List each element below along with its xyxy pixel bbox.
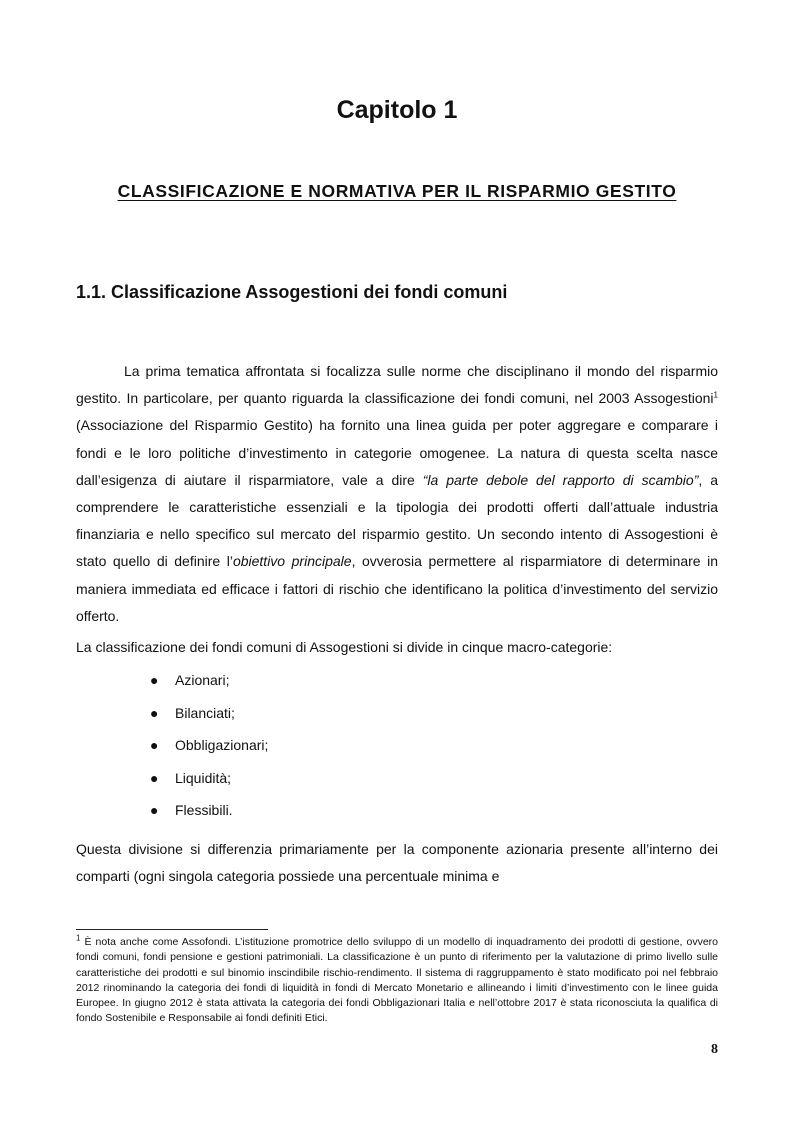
paragraph-intro-text-2: (Associazione del Risparmio Gestito) ha fornito una linea guida per poter aggregare e comparare i fondi e le loro politiche d’investimento in categorie omogenee. La natura di questa scelta nasce dall’esigenza di aiutare il risparmiatore, vale a dire xyxy=(76,417,718,488)
list-item-label: Flessibili. xyxy=(175,802,233,818)
paragraph-intro-text-1: La prima tematica affrontata si focalizza sulle norme che disciplinano il mondo del risparmio gestito. In particolare, per quanto riguarda la classificazione dei fondi comuni, nel 2003 Assogestioni xyxy=(76,363,718,407)
bullet-icon: ● xyxy=(150,737,159,753)
list-item xyxy=(150,797,268,830)
footnote-marker: 1 xyxy=(76,933,81,943)
list-item xyxy=(150,732,268,765)
paragraph-division: Questa divisione si differenzia primariamente per la componente azionaria presente all’interno dei comparti (ogni singola categoria possiede una percentuale minima e xyxy=(76,841,718,885)
paragraph-intro xyxy=(76,358,718,630)
footnote xyxy=(76,935,718,1027)
list-item xyxy=(150,667,268,700)
quote-text: “la parte debole del rapporto di scambio” xyxy=(422,471,699,488)
paragraph-intro-text-4: , ovverosia permettere al risparmiatore di determinare in maniera immediata ed efficace i fattori di rischio che identificano la politica d’investimento del servizio offerto. xyxy=(76,553,719,624)
list-item-label: Azionari; xyxy=(175,672,230,688)
chapter-heading: Capitolo 1 xyxy=(336,96,458,124)
section-heading: 1.1. Classificazione Assogestioni dei fondi comuni xyxy=(76,282,508,302)
bullet-icon: ● xyxy=(150,802,159,818)
paragraph-categories-intro: La classificazione dei fondi comuni di Assogestioni si divide in cinque macro-categorie: xyxy=(76,639,613,655)
footnote-text: È nota anche come Assofondi. L’istituzione promotrice dello sviluppo di un modello di inquadramento dei prodotti di gestione, ovvero fondi comuni, fondi pensione e gestioni patrimoniali. La classificazione è un punto di riferimento per la valutazione di primo livello sulle caratteristiche dei prodotti e sul binomio inscindibile rischio-rendimento. Il sistema di raggruppamento è stato modificato poi nel febbraio 2012 rinominando la categoria dei fondi di liquidità in fondi di Mercato Monetario e allineando i limiti d’investimento con le linee guida Europee. In giugno 2012 è stata attivata la categoria dei fondi Obbligazionari Italia e nell’ottobre 2017 è stata riconosciuta la qualifica di fondo Sostenibile e Responsabile ai fondi definiti Etici. xyxy=(76,936,718,1025)
list-item-label: Bilanciati; xyxy=(175,704,235,721)
bullet-icon: ● xyxy=(150,672,159,688)
list-item-label: Liquidità; xyxy=(175,769,232,786)
category-list xyxy=(150,667,268,830)
bullet-icon: ● xyxy=(150,704,159,721)
footnote-reference: 1 xyxy=(713,390,718,400)
list-item xyxy=(150,765,268,798)
page-number: 8 xyxy=(711,1042,718,1057)
paragraph-intro-text-3: , a comprendere le caratteristiche essenziali e la tipologia dei prodotti offerti dall’attuale industria finanziaria e nello specifico sul mercato del risparmio gestito. Un secondo intento di Assogestioni è stato quello di definire l’ xyxy=(76,471,718,570)
bullet-icon: ● xyxy=(150,769,159,786)
emphasis-text: obiettivo principale xyxy=(232,553,352,570)
list-item xyxy=(150,700,268,733)
chapter-title: CLASSIFICAZIONE E NORMATIVA PER IL RISPARMIO GESTITO xyxy=(117,181,677,201)
footnote-separator xyxy=(76,929,268,930)
list-item-label: Obbligazionari; xyxy=(175,737,269,753)
